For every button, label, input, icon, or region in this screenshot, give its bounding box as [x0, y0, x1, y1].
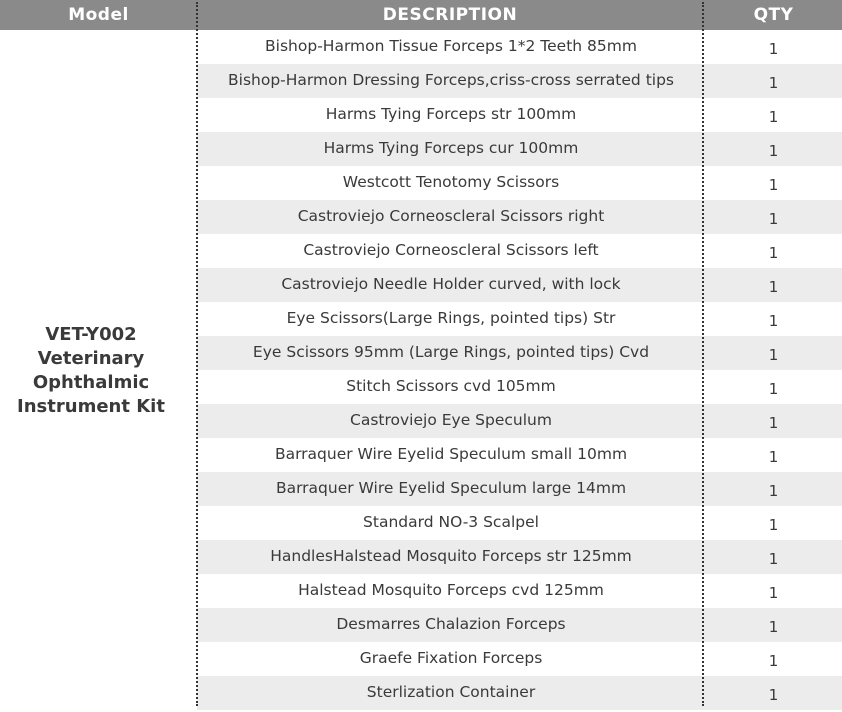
- table-rows: [197, 30, 842, 710]
- table-row: [197, 438, 842, 472]
- table-row: [197, 200, 842, 234]
- row-qty: 1: [768, 142, 779, 160]
- table-row: [197, 404, 842, 438]
- row-description: Castroviejo Needle Holder curved, with lock: [281, 275, 621, 293]
- row-description: Stitch Scissors cvd 105mm: [346, 377, 556, 395]
- table-row: [197, 30, 842, 64]
- table-row: [197, 234, 842, 268]
- table-row: [197, 472, 842, 506]
- table-row: [197, 642, 842, 676]
- row-description: Castroviejo Eye Speculum: [350, 411, 552, 429]
- row-qty: 1: [768, 244, 779, 262]
- table-row: [197, 540, 842, 574]
- row-description: Westcott Tenotomy Scissors: [342, 173, 560, 191]
- row-qty: 1: [768, 176, 779, 194]
- row-description: Bishop-Harmon Tissue Forceps 1*2 Teeth 85mm: [265, 37, 637, 55]
- row-qty: 1: [768, 74, 779, 92]
- row-description: Bishop-Harmon Dressing Forceps,criss-cross serrated tips: [228, 71, 674, 89]
- row-description: Graefe Fixation Forceps: [359, 649, 543, 667]
- model-line: Instrument Kit: [17, 396, 165, 417]
- row-qty: 1: [768, 618, 779, 636]
- table-row: [197, 574, 842, 608]
- model-line: Ophthalmic: [32, 372, 150, 393]
- column-divider: [196, 2, 198, 706]
- row-description: Halstead Mosquito Forceps cvd 125mm: [298, 581, 604, 599]
- table-row: [197, 608, 842, 642]
- row-qty: 1: [768, 380, 779, 398]
- table-row: [197, 98, 842, 132]
- row-qty: 1: [768, 278, 779, 296]
- row-description: Barraquer Wire Eyelid Speculum large 14mm: [275, 479, 627, 497]
- row-qty: 1: [768, 210, 779, 228]
- row-description: Desmarres Chalazion Forceps: [336, 615, 566, 633]
- row-description: Castroviejo Corneoscleral Scissors right: [297, 207, 605, 225]
- model-line: Veterinary: [37, 348, 145, 369]
- table-row: [197, 64, 842, 98]
- row-description: Harms Tying Forceps str 100mm: [325, 105, 577, 123]
- row-qty: 1: [768, 516, 779, 534]
- table-row: [197, 268, 842, 302]
- row-description: Eye Scissors(Large Rings, pointed tips) Str: [286, 309, 616, 327]
- model-line: VET-Y002: [45, 324, 137, 345]
- row-description: Sterlization Container: [366, 683, 536, 701]
- table-row: [197, 132, 842, 166]
- table-row: [197, 336, 842, 370]
- row-description: Eye Scissors 95mm (Large Rings, pointed tips) Cvd: [252, 343, 650, 361]
- header-description: DESCRIPTION: [382, 5, 518, 25]
- column-divider: [702, 2, 704, 706]
- header-model: Model: [68, 5, 129, 25]
- table-row: [197, 370, 842, 404]
- row-qty: 1: [768, 584, 779, 602]
- row-qty: 1: [768, 414, 779, 432]
- row-qty: 1: [768, 448, 779, 466]
- row-description: HandlesHalstead Mosquito Forceps str 125mm: [270, 547, 632, 565]
- table-row: [197, 506, 842, 540]
- row-qty: 1: [768, 686, 779, 704]
- table-row: [197, 676, 842, 710]
- row-qty: 1: [768, 346, 779, 364]
- row-description: Castroviejo Corneoscleral Scissors left: [303, 241, 599, 259]
- row-qty: 1: [768, 550, 779, 568]
- row-description: Harms Tying Forceps cur 100mm: [323, 139, 579, 157]
- header-qty: QTY: [753, 5, 794, 25]
- row-qty: 1: [768, 482, 779, 500]
- model-name: [0, 323, 182, 419]
- model-cell: [0, 30, 197, 706]
- row-qty: 1: [768, 108, 779, 126]
- row-qty: 1: [768, 312, 779, 330]
- row-description: Barraquer Wire Eyelid Speculum small 10mm: [274, 445, 628, 463]
- table-row: [197, 166, 842, 200]
- row-qty: 1: [768, 40, 779, 58]
- table-header: [0, 0, 842, 30]
- row-qty: 1: [768, 652, 779, 670]
- row-description: Standard NO-3 Scalpel: [363, 513, 539, 531]
- table-row: [197, 302, 842, 336]
